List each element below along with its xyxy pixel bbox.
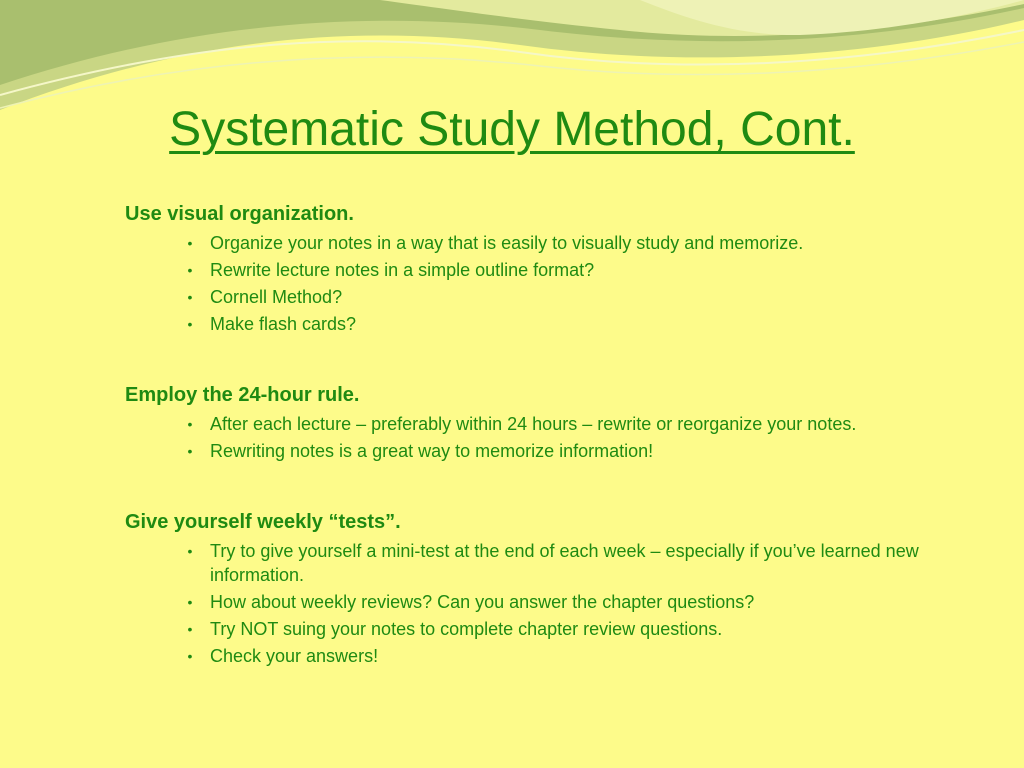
section-heading: Use visual organization. xyxy=(125,203,354,225)
list-item: • Try NOT suing your notes to complete chapter review questions. xyxy=(210,617,965,641)
bullet-icon: • xyxy=(187,416,193,432)
bullet-icon: • xyxy=(187,543,193,559)
spacer xyxy=(125,339,965,381)
bullet-icon: • xyxy=(187,262,193,278)
bullet-icon: • xyxy=(187,316,193,332)
bullet-list xyxy=(125,231,965,336)
bullet-list xyxy=(125,412,965,463)
slide-content xyxy=(125,200,965,671)
section-weekly-tests xyxy=(125,508,965,668)
bullet-icon: • xyxy=(187,289,193,305)
slide-title: Systematic Study Method, Cont. xyxy=(169,103,855,156)
bullet-icon: • xyxy=(187,621,193,637)
list-item: • Rewrite lecture notes in a simple outline format? xyxy=(210,258,965,282)
list-item: • Rewriting notes is a great way to memorize information! xyxy=(210,439,965,463)
list-item: • Organize your notes in a way that is easily to visually study and memorize. xyxy=(210,231,965,255)
section-heading: Give yourself weekly “tests”. xyxy=(125,511,401,533)
list-item: • How about weekly reviews? Can you answer the chapter questions? xyxy=(210,590,965,614)
bullet-icon: • xyxy=(187,594,193,610)
list-item: • Try to give yourself a mini-test at the end of each week – especially if you’ve learned new information. xyxy=(210,539,965,587)
section-heading: Employ the 24-hour rule. xyxy=(125,384,360,406)
section-visual-organization xyxy=(125,200,965,336)
section-24-hour-rule xyxy=(125,381,965,463)
spacer xyxy=(125,466,965,508)
list-item: • After each lecture – preferably within 24 hours – rewrite or reorganize your notes. xyxy=(210,412,965,436)
bullet-icon: • xyxy=(187,648,193,664)
list-item: • Cornell Method? xyxy=(210,285,965,309)
bullet-icon: • xyxy=(187,235,193,251)
list-item: • Make flash cards? xyxy=(210,312,965,336)
bullet-icon: • xyxy=(187,443,193,459)
list-item: • Check your answers! xyxy=(210,644,965,668)
bullet-list xyxy=(125,539,965,668)
